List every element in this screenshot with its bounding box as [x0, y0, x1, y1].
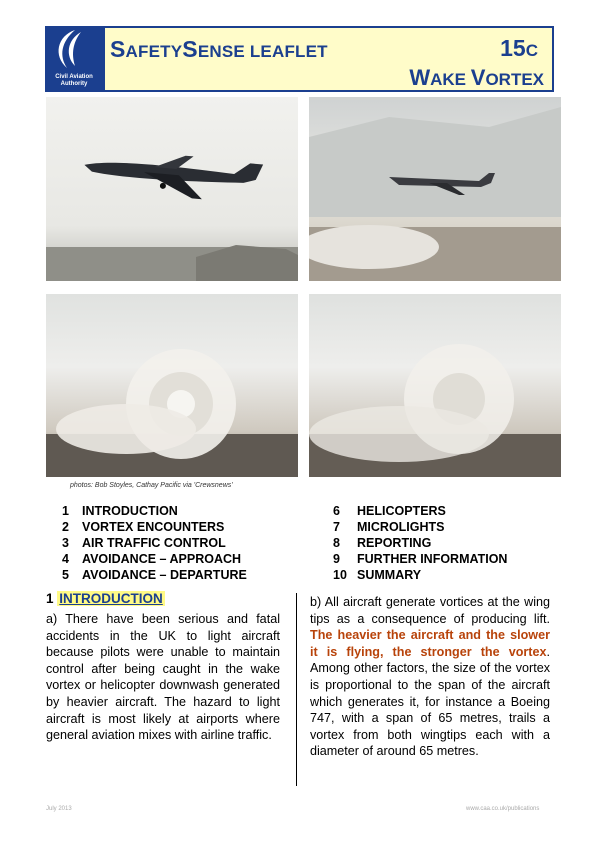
contents-item[interactable]: [62, 535, 247, 551]
subtitle-initial-1: W: [409, 65, 431, 90]
photo-credit: photos: Bob Stoyles, Cathay Pacific via 'Crewsnews': [70, 482, 233, 489]
contents-item[interactable]: [333, 551, 507, 567]
contents-item-number: 4: [62, 552, 69, 566]
caa-swoosh-icon: [45, 26, 103, 74]
contents-item-number: 1: [62, 504, 69, 518]
title-initial-2: S: [182, 36, 198, 62]
aircraft-over-terminal-photo: [309, 97, 561, 281]
section-heading: [46, 591, 165, 606]
subtitle-part-1: AKE: [430, 70, 471, 89]
contents-item-label: INTRODUCTION: [82, 504, 178, 518]
subtitle-initial-2: V: [470, 65, 486, 90]
contents-item-number: 2: [62, 520, 69, 534]
contents-item[interactable]: [62, 503, 247, 519]
leaflet-number: [500, 35, 538, 62]
leaflet-number-value: 15: [500, 35, 526, 61]
paragraph-b-end: . Among other factors, the size of the vortex is proportional to the span of the aircraft which generates it, for instance a Boeing 747, with a span of 65 metres, trails a vortex from both wingtips each with a diameter of around 65 metres.: [310, 644, 550, 759]
logo-line-1: Civil Aviation: [55, 74, 93, 80]
logo-line-2: Authority: [60, 81, 88, 87]
paragraph-b: [310, 594, 550, 760]
contents-item-number: 3: [62, 536, 69, 550]
footer-date: July 2013: [46, 806, 72, 812]
section-number: 1: [46, 591, 54, 606]
contents-item-label: SUMMARY: [357, 568, 422, 582]
contents-item-label: AIR TRAFFIC CONTROL: [82, 536, 226, 550]
contents-item-number: 9: [333, 552, 340, 566]
contents-item-label: AVOIDANCE – APPROACH: [82, 552, 242, 566]
contents-list-left: [62, 503, 247, 583]
contents-item-number: 6: [333, 504, 340, 518]
aircraft-approach-photo: [46, 97, 298, 281]
contents-item-label: HELICOPTERS: [357, 504, 446, 518]
contents-item[interactable]: [333, 503, 507, 519]
contents-item-number: 5: [62, 568, 69, 582]
contents-item[interactable]: [62, 551, 247, 567]
contents-item-label: FURTHER INFORMATION: [357, 552, 508, 566]
page-subtitle: [409, 65, 544, 91]
title-part-2: ENSE LEAFLET: [197, 42, 328, 61]
paragraph-b-emphasis: The heavier the aircraft and the slower it is flying, the stronger the vortex: [310, 628, 550, 659]
contents-item[interactable]: [62, 567, 247, 583]
contents-item-label: REPORTING: [357, 536, 432, 550]
page-title: [110, 36, 328, 63]
leaflet-suffix: C: [525, 41, 538, 60]
title-initial: S: [110, 36, 126, 62]
contents-item[interactable]: [62, 519, 247, 535]
contents-item-number: 8: [333, 536, 340, 550]
contents-list-right: [333, 503, 507, 583]
contents-item-number: 10: [333, 568, 347, 582]
title-part-1: AFETY: [125, 42, 183, 61]
footer-url[interactable]: www.caa.co.uk/publications: [466, 806, 540, 812]
contents-item-label: MICROLIGHTS: [357, 520, 445, 534]
title-box: [103, 26, 554, 92]
caa-logo: [45, 26, 103, 92]
contents-item[interactable]: [333, 567, 507, 583]
subtitle-part-2: ORTEX: [485, 70, 544, 89]
contents-item-number: 7: [333, 520, 340, 534]
paragraph-a: a) There have been serious and fatal accidents in the UK to light aircraft because pilots were unable to maintain control after being caught in the wake vortex or helicopter downwash generated by heavier aircraft. The hazard to light aircraft is most likely at airports where general aviation mixes with airline traffic.: [46, 612, 280, 743]
wake-vortex-dissipating-photo: [309, 294, 561, 477]
contents-item[interactable]: [333, 535, 507, 551]
contents-item-label: AVOIDANCE – DEPARTURE: [82, 568, 247, 582]
logo-text: [47, 74, 101, 88]
wake-vortex-cloud-photo: [46, 294, 298, 477]
section-title: INTRODUCTION: [59, 591, 163, 606]
contents-item[interactable]: [333, 519, 507, 535]
column-divider: [296, 593, 297, 786]
paragraph-b-start: b) All aircraft generate vortices at the wing tips as a consequence of producing lift.: [310, 595, 550, 626]
contents-item-label: VORTEX ENCOUNTERS: [82, 520, 225, 534]
